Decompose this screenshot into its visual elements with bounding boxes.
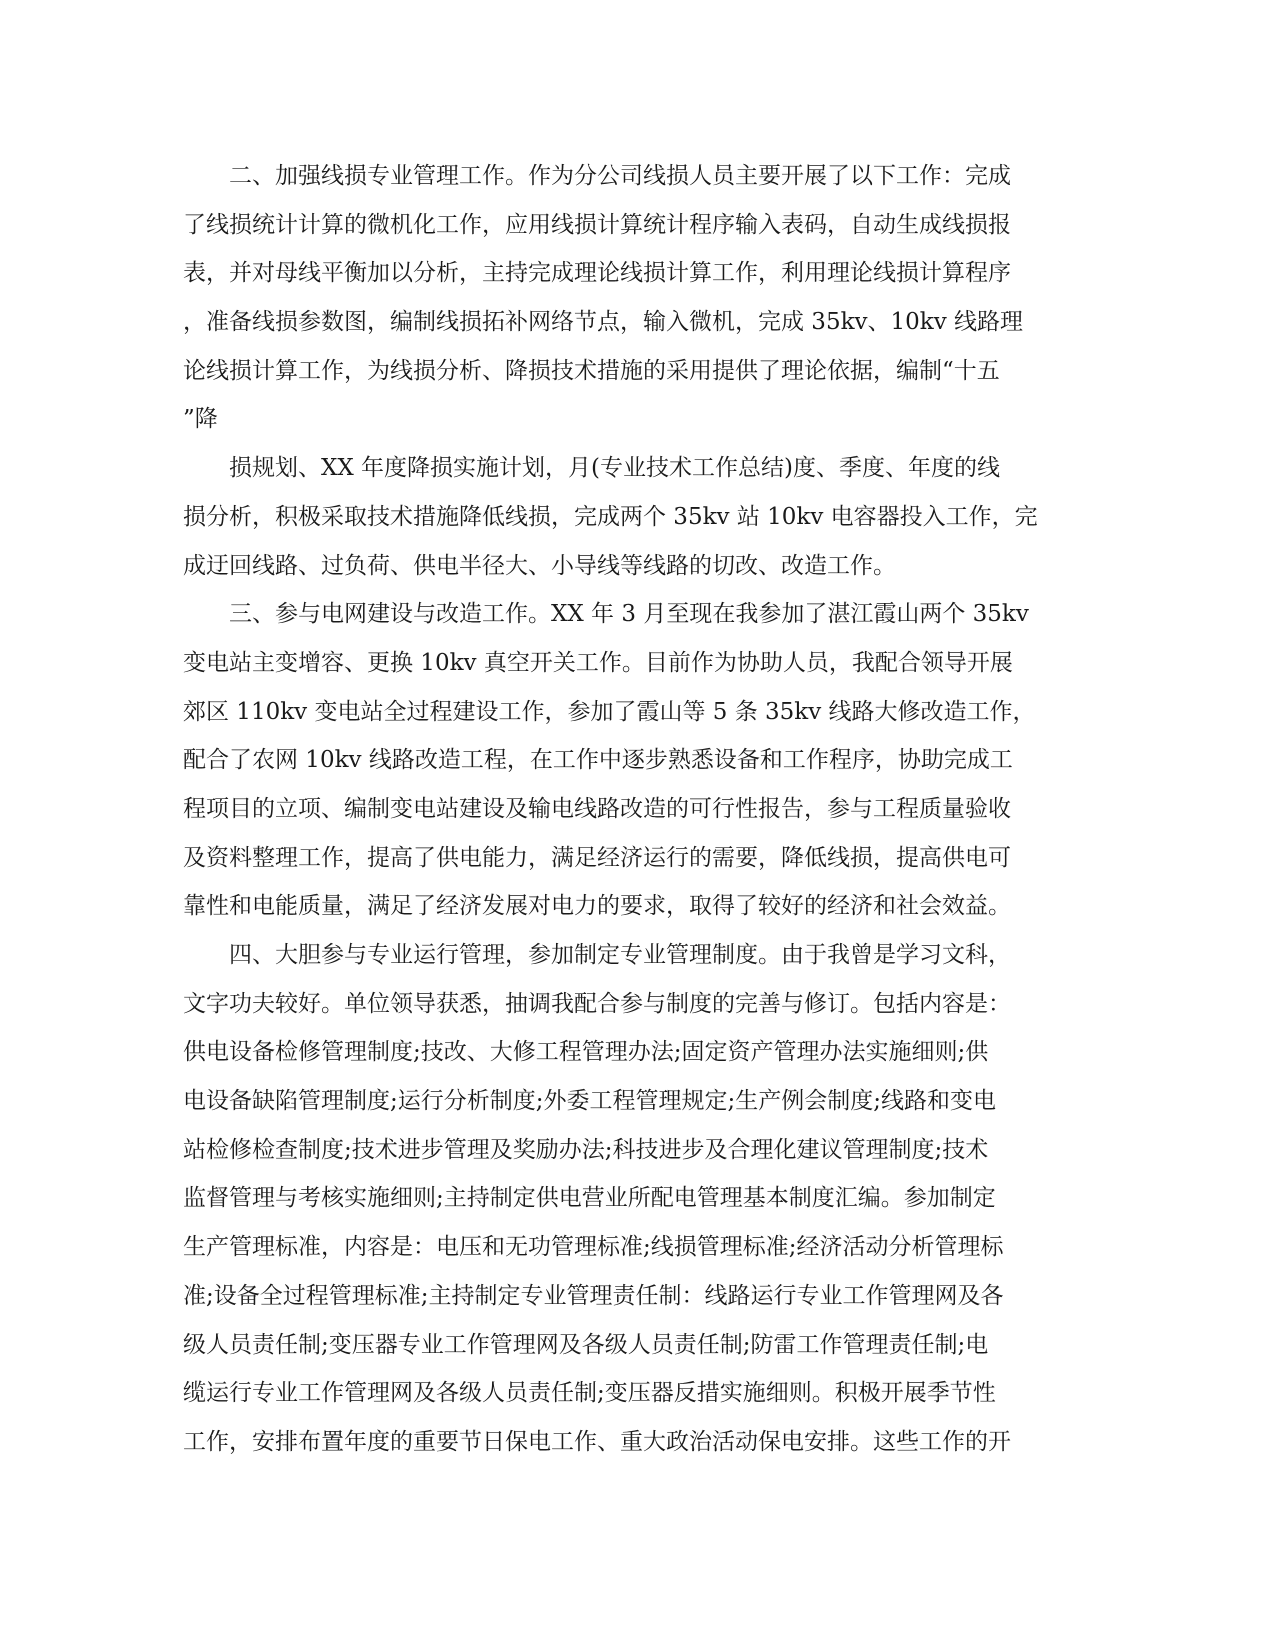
text-line: 工作，安排布置年度的重要节日保电工作、重大政治活动保电安排。这些工作的开 (183, 1428, 1011, 1455)
text-line: 生产管理标准，内容是：电压和无功管理标准;线损管理标准;经济活动分析管理标 (183, 1234, 1004, 1261)
text-line: ，准备线损参数图，编制线损拓补网络节点，输入微机，完成 35kv、10kv 线路理 (183, 309, 1024, 336)
text-line: 表，并对母线平衡加以分析，主持完成理论线损计算工作，利用理论线损计算程序 (183, 260, 1011, 287)
document-body (183, 152, 1085, 1467)
text-line: 文字功夫较好。单位领导获悉，抽调我配合参与制度的完善与修订。包括内容是： (183, 990, 1011, 1017)
text-line: 二、加强线损专业管理工作。作为分公司线损人员主要开展了以下工作：完成 (229, 163, 1011, 189)
text-line: 程项目的立项、编制变电站建设及输电线路改造的可行性报告，参与工程质量验收 (183, 795, 1011, 822)
text-line: 配合了农网 10kv 线路改造工程，在工作中逐步熟悉设备和工作程序，协助完成工 (183, 747, 1013, 774)
text-line: 电设备缺陷管理制度;运行分析制度;外委工程管理规定;生产例会制度;线路和变电 (183, 1088, 996, 1115)
text-line: 损分析，积极采取技术措施降低线损，完成两个 35kv 站 10kv 电容器投入工作，完 (183, 503, 1038, 530)
text-line: 及资料整理工作，提高了供电能力，满足经济运行的需要，降低线损，提高供电可 (183, 844, 1011, 871)
text-line: 损规划、XX 年度降损实施计划，月(专业技术工作总结)度、季度、年度的线 (229, 455, 1001, 482)
text-line: 靠性和电能质量，满足了经济发展对电力的要求，取得了较好的经济和社会效益。 (183, 893, 1011, 920)
text-line: 三、参与电网建设与改造工作。XX 年 3 月至现在我参加了湛江霞山两个 35kv (229, 601, 1029, 628)
text-line: 成迂回线路、过负荷、供电半径大、小导线等线路的切改、改造工作。 (183, 552, 896, 579)
text-line: 郊区 110kv 变电站全过程建设工作，参加了霞山等 5 条 35kv 线路大修改造工作， (183, 698, 1036, 725)
text-line: 准;设备全过程管理标准;主持制定专业管理责任制：线路运行专业工作管理网及各 (183, 1282, 1004, 1309)
text-line: 监督管理与考核实施细则;主持制定供电营业所配电管理基本制度汇编。参加制定 (183, 1185, 996, 1212)
text-line: 站检修检查制度;技术进步管理及奖励办法;科技进步及合理化建议管理制度;技术 (183, 1136, 989, 1163)
text-line: ”降 (183, 406, 218, 433)
text-line: 级人员责任制;变压器专业工作管理网及各级人员责任制;防雷工作管理责任制;电 (183, 1331, 989, 1358)
text-line: 四、大胆参与专业运行管理，参加制定专业管理制度。由于我曾是学习文科， (229, 942, 1011, 968)
text-line: 变电站主变增容、更换 10kv 真空开关工作。目前作为协助人员，我配合领导开展 (183, 649, 1013, 676)
text-line: 了线损统计计算的微机化工作，应用线损计算统计程序输入表码，自动生成线损报 (183, 211, 1011, 238)
text-line: 缆运行专业工作管理网及各级人员责任制;变压器反措实施细则。积极开展季节性 (183, 1380, 996, 1407)
text-line: 供电设备检修管理制度;技改、大修工程管理办法;固定资产管理办法实施细则;供 (183, 1039, 989, 1066)
text-line: 论线损计算工作，为线损分析、降损技术措施的采用提供了理论依据，编制“十五 (183, 357, 1000, 384)
